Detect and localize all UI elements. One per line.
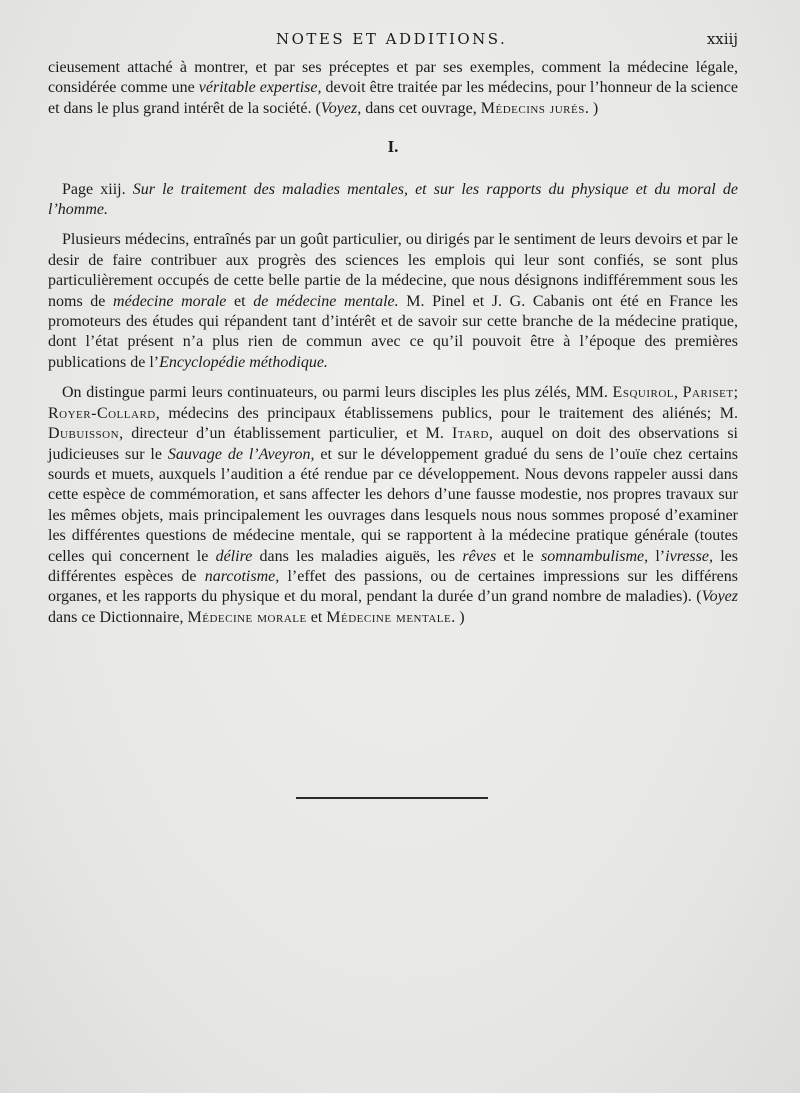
page-header xyxy=(48,30,738,52)
text-run: Plusieurs médecins, entraînés par un goût particulier, ou dirigés par le sentiment de leurs devoirs et par le desir de faire contribuer aux progrès des sciences les emplois qui leur sont confiés, se sont plus particulièrement occupés de cette belle partie de la médecine, que nous désignons indifféremment sous les noms de xyxy=(48,231,738,310)
text-run: On distingue parmi leurs continuateurs, ou parmi leurs disciples les plus zélés, MM. xyxy=(62,384,613,402)
text-run: et sur le développement gradué du sens de l’ouïe chez certains sourds et muets, auxquels l’audition a été rendue par ce développement. Nous devons rappeler aussi dans cette espèce de commémoration, et sans affecter les dehors d’une fausse modestie, nos propres travaux sur les mêmes objets, mais principalement les ouvrages dans lesquels nous nous sommes proposé d’examiner les différentes questions de médecine mentale, qui se rapportent à la médecine pratique générale (toutes celles qui concernent le xyxy=(48,445,739,565)
section-number: I. xyxy=(387,137,399,157)
smallcaps-run: Médecins jurés xyxy=(480,99,585,117)
smallcaps-run: Dubuisson xyxy=(48,425,120,443)
italic-run: Voyez xyxy=(701,588,738,606)
paragraph-continuation xyxy=(48,58,738,119)
text-run: et xyxy=(226,292,254,310)
italic-run: narcotisme, xyxy=(204,567,280,585)
paragraph-plusieurs xyxy=(48,230,738,373)
italic-run: délire xyxy=(215,547,253,565)
text-run: et le xyxy=(496,547,541,565)
page-number: xxiij xyxy=(706,30,738,48)
running-title: NOTES ET ADDITIONS. xyxy=(276,30,508,48)
text-run: , médecins des principaux établissemens publics, pour le traitement des aliénés; M. xyxy=(155,404,738,422)
text-run: devoit être traitée par les médecins, pour l’honneur de la science et dans le plus grand intérêt de la société. ( xyxy=(48,79,738,117)
end-rule xyxy=(296,797,488,799)
smallcaps-run: Médecine mentale xyxy=(326,608,452,626)
italic-run: rêves xyxy=(462,547,497,565)
italic-run: de médecine mentale. xyxy=(253,292,399,310)
italic-run: somnambulisme, xyxy=(541,547,649,565)
text-run: M. Pinel et J. G. Cabanis ont été en France les promoteurs des études qui répandent tant d’intérêt et de savoir sur cette branche de la médecine pratique, dont l’état présent n’a plus rien de commun avec ce qu’il pouvoit être à l’époque des premières publications de l’ xyxy=(48,292,739,371)
italic-run: Encyclopédie méthodique. xyxy=(159,353,328,371)
text-run: Page xiij. xyxy=(62,180,133,198)
text-run: dans les maladies aiguës, les xyxy=(252,547,463,565)
text-run: dans cet ouvrage, xyxy=(361,99,481,117)
text-run: et xyxy=(306,608,327,626)
text-run: l’ xyxy=(648,547,666,565)
text-run: ; xyxy=(733,384,739,402)
italic-run: ivresse, xyxy=(665,547,713,565)
paragraph-on-distingue xyxy=(48,383,738,628)
smallcaps-run: Pariset xyxy=(682,384,734,402)
text-run: . ) xyxy=(451,608,465,626)
smallcaps-run: Itard xyxy=(452,425,489,443)
text-run: . ) xyxy=(584,99,599,117)
italic-run: médecine morale xyxy=(113,292,227,310)
italic-run: Voyez, xyxy=(320,99,362,117)
text-run: cieusement attaché à montrer, et par ses préceptes et par ses exemples, comment la médecine légale, considérée comme une xyxy=(48,59,738,97)
italic-run: véritable expertise, xyxy=(198,79,322,97)
smallcaps-run: Royer-Collard xyxy=(48,404,156,422)
text-run: l’effet des passions, ou de certaines impressions sur les différens organes, et les rapports du physique et du moral, pendant la durée d’un grand nombre de maladies). ( xyxy=(48,567,739,606)
text-run: , auquel on doit des observations si judicieuses sur le xyxy=(48,425,739,463)
italic-run: Sauvage de l’Aveyron, xyxy=(167,445,315,463)
smallcaps-run: Médecine morale xyxy=(187,608,307,626)
text-run: les différentes espèces de xyxy=(48,547,739,585)
text-run: dans ce Dictionnaire, xyxy=(48,608,188,626)
italic-run: Sur le traitement des maladies mentales, et sur les rapports du physique et du moral de l’homme. xyxy=(48,180,738,219)
text-run: , xyxy=(674,384,683,402)
smallcaps-run: Esquirol xyxy=(612,384,674,402)
text-run: , directeur d’un établissement particulier, et M. xyxy=(119,425,453,443)
paragraph-reference xyxy=(48,180,738,221)
body-text xyxy=(48,58,738,628)
